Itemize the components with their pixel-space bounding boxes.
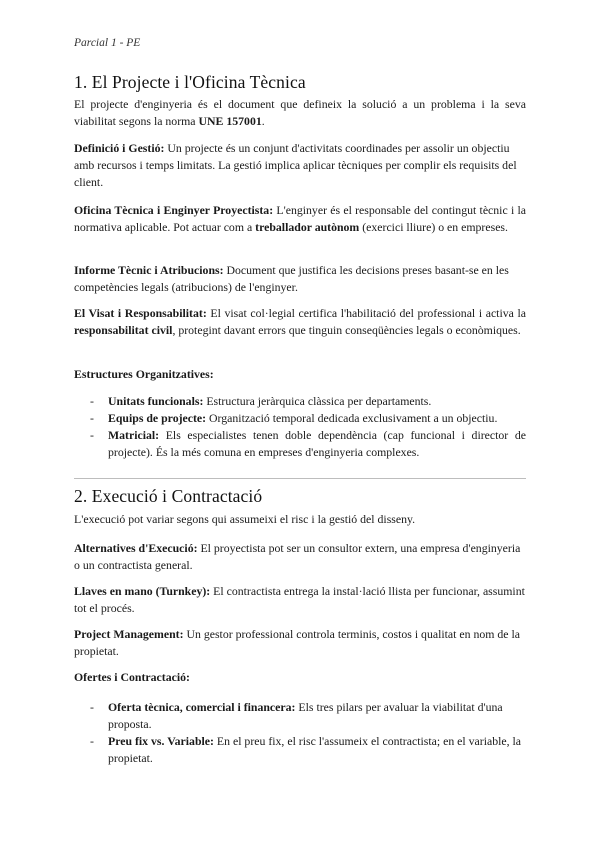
- section-2-title: 2. Execució i Contractació: [74, 486, 263, 506]
- list-item-text: Els tres pilars per avaluar la viabilitat d'una proposta.: [108, 700, 503, 731]
- list-item-text: En el preu fix, el risc l'assumeix el contractista; en el variable, la propietat.: [108, 734, 522, 765]
- intro-text: El projecte d'enginyeria és el document que defineix la solució a un problema i la seva viabilitat segons la norma: [74, 97, 526, 128]
- ofertes-heading: [74, 669, 526, 686]
- oficina-paragraph: [74, 202, 526, 236]
- list-item-text: Estructura jeràrquica clàssica per departaments.: [203, 394, 432, 408]
- list-item-label: Unitats funcionals:: [108, 394, 204, 408]
- section-2-intro: [74, 511, 526, 528]
- norm-reference: UNE 157001: [198, 114, 262, 128]
- list-item-text: Organització temporal dedicada exclusivament a un objectiu.: [206, 411, 498, 425]
- visat-bold-term: responsabilitat civil: [74, 323, 173, 337]
- list-item-label: Preu fix vs. Variable:: [108, 734, 214, 748]
- pm-paragraph: [74, 626, 526, 660]
- llaves-label: Llaves en mano (Turnkey):: [74, 584, 211, 598]
- definicio-text: Un projecte és un conjunt d'activitats coordinades per assolir un objectiu amb recursos i temps limitats. La gestió implica aplicar tècniques per complir els requisits del client.: [74, 141, 517, 189]
- oficina-text-end: (exercici lliure) o en empreses.: [359, 220, 508, 234]
- list-item-label: Equips de projecte:: [108, 411, 207, 425]
- ofertes-label: Ofertes i Contractació:: [74, 670, 190, 684]
- list-item: [74, 427, 526, 461]
- section-1-intro: [74, 96, 526, 130]
- dash-bullet: -: [90, 734, 94, 748]
- informe-text: Document que justifica les decisions preses basant-se en les competències legals (atribucions) de l'enginyer.: [74, 263, 509, 294]
- informe-paragraph: [74, 262, 526, 296]
- dash-bullet: -: [90, 428, 94, 442]
- intro-end: .: [261, 114, 265, 128]
- informe-label: Informe Tècnic i Atribucions:: [74, 263, 224, 277]
- dash-bullet: -: [90, 700, 94, 714]
- definicio-paragraph: [74, 140, 526, 191]
- pm-label: Project Management:: [74, 627, 184, 641]
- oficina-bold-term: treballador autònom: [255, 220, 360, 234]
- section-1-title: 1. El Projecte i l'Oficina Tècnica: [74, 72, 306, 92]
- alternatives-label: Alternatives d'Execució:: [74, 541, 198, 555]
- list-item-text: Els especialistes tenen doble dependència (cap funcional i director de projecte). És la més comuna en empreses d'enginyeria complexes.: [108, 428, 526, 459]
- alternatives-paragraph: [74, 540, 526, 574]
- llaves-paragraph: [74, 583, 526, 617]
- dash-bullet: -: [90, 411, 94, 425]
- running-header: Parcial 1 - PE: [74, 37, 141, 49]
- list-item: [74, 699, 526, 733]
- estructures-heading: [74, 366, 526, 383]
- list-item-label: Matricial:: [108, 428, 160, 442]
- list-item: [74, 410, 526, 427]
- list-item: [74, 733, 526, 767]
- visat-text-end: , protegint davant errors que tinguin conseqüències legals o econòmiques.: [172, 323, 521, 337]
- estructures-label: Estructures Organitzatives:: [74, 367, 214, 381]
- definicio-label: Definició i Gestió:: [74, 141, 165, 155]
- oficina-label: Oficina Tècnica i Enginyer Proyectista:: [74, 203, 274, 217]
- visat-text: El visat col·legial certifica l'habilitació del professional i activa la: [206, 306, 526, 320]
- section-2-intro-text: L'execució pot variar segons qui assumeixi el risc i la gestió del disseny.: [74, 512, 416, 526]
- visat-label: El Visat i Responsabilitat:: [74, 306, 207, 320]
- list-item: [74, 393, 526, 410]
- section-divider: [74, 478, 526, 479]
- list-item-label: Oferta tècnica, comercial i financera:: [108, 700, 296, 714]
- visat-paragraph: [74, 305, 526, 339]
- pm-text: Un gestor professional controla terminis, costos i qualitat en nom de la propietat.: [74, 627, 520, 658]
- estructures-list: [74, 393, 526, 461]
- llaves-text: El contractista entrega la instal·lació llista per funcionar, assumint tot el procés.: [74, 584, 525, 615]
- dash-bullet: -: [90, 394, 94, 408]
- ofertes-list: [74, 699, 526, 767]
- oficina-text: L'enginyer és el responsable del contingut tècnic i la normativa aplicable. Pot actuar com a: [74, 203, 527, 234]
- alternatives-text: El proyectista pot ser un consultor extern, una empresa d'enginyeria o un contractista general.: [74, 541, 521, 572]
